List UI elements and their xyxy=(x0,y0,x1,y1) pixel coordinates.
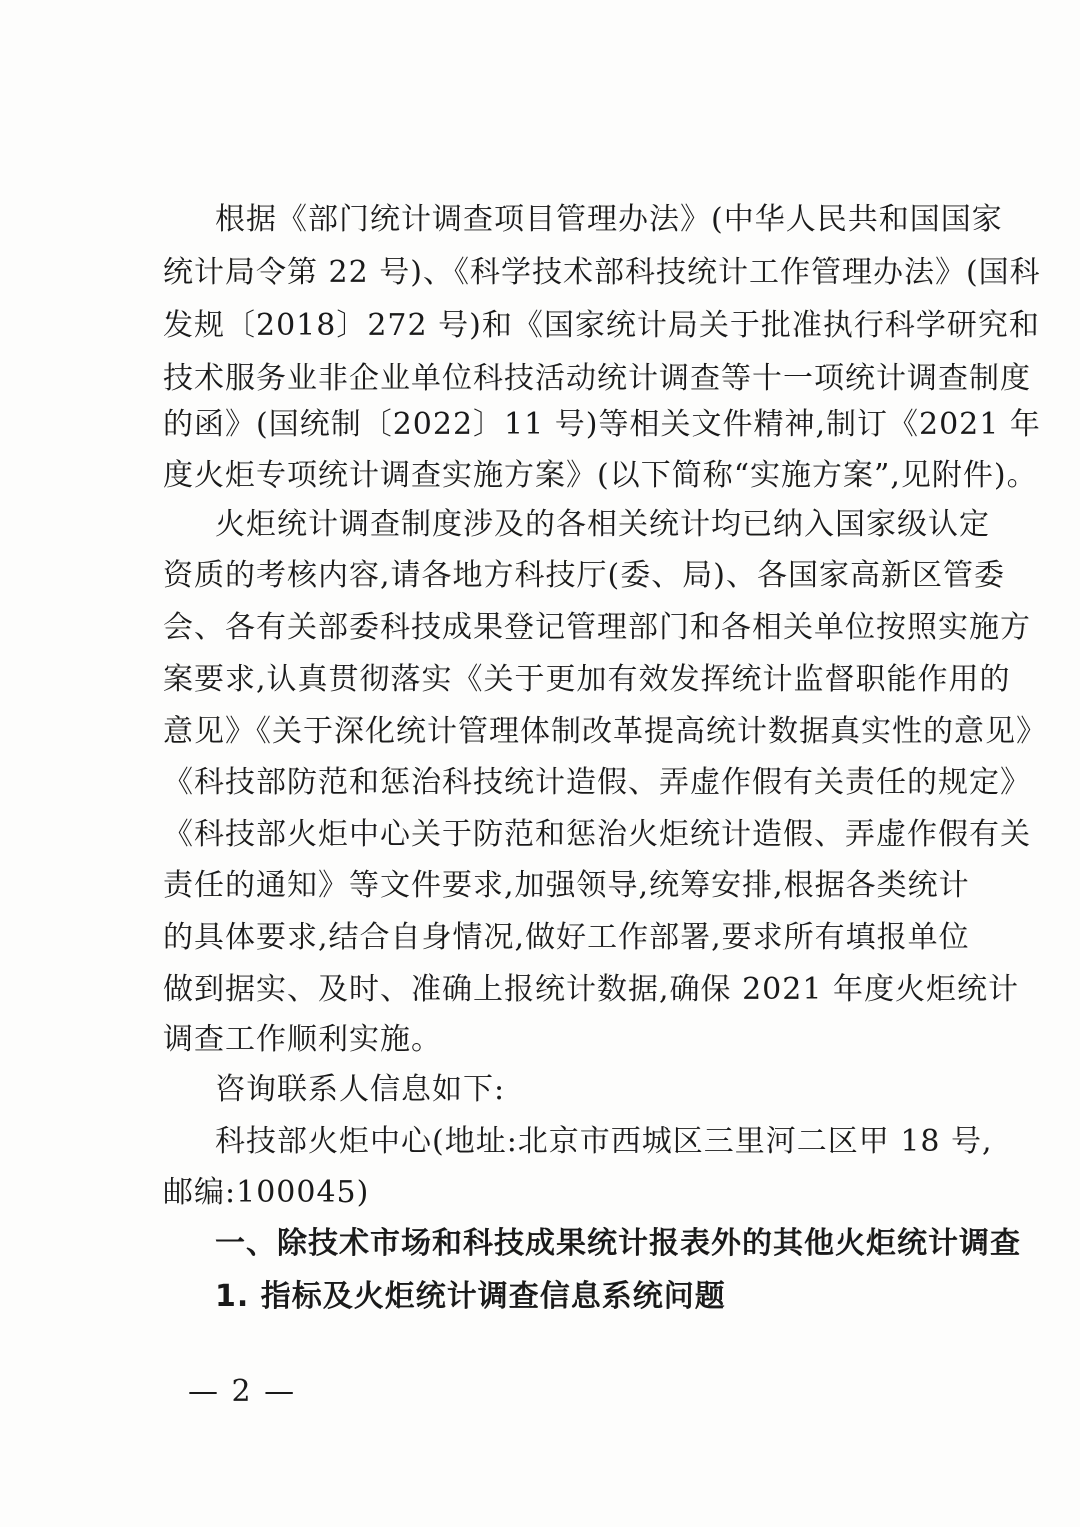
contact-address-line-1: 科技部火炬中心(地址:北京市西城区三里河二区甲 18 号, xyxy=(215,1124,993,1159)
paragraph-2-line-11: 调查工作顺利实施。 xyxy=(163,1022,442,1057)
paragraph-2-line-3: 会、各有关部委科技成果登记管理部门和各相关单位按照实施方 xyxy=(163,610,1031,645)
paragraph-2-line-7: 《科技部火炬中心关于防范和惩治火炬统计造假、弄虚作假有关 xyxy=(163,817,1031,852)
paragraph-2-line-5: 意见》《关于深化统计管理体制改革提高统计数据真实性的意见》 xyxy=(163,714,1047,749)
paragraph-1-line-1: 根据《部门统计调查项目管理办法》(中华人民共和国国家 xyxy=(215,202,1003,237)
paragraph-1-line-3: 发规〔2018〕272 号)和《国家统计局关于批准执行科学研究和 xyxy=(163,308,1040,343)
section-heading: 一、除技术市场和科技成果统计报表外的其他火炬统计调查 xyxy=(215,1226,1021,1261)
paragraph-2-line-10: 做到据实、及时、准确上报统计数据,确保 2021 年度火炬统计 xyxy=(163,972,1019,1007)
paragraph-1-line-5: 的函》(国统制〔2022〕11 号)等相关文件精神,制订《2021 年 xyxy=(163,407,1041,442)
subsection-heading: 1. 指标及火炬统计调查信息系统问题 xyxy=(215,1279,726,1314)
paragraph-2-line-8: 责任的通知》等文件要求,加强领导,统筹安排,根据各类统计 xyxy=(163,868,970,903)
page-number: — 2 — xyxy=(188,1374,297,1409)
paragraph-2-line-6: 《科技部防范和惩治科技统计造假、弄虚作假有关责任的规定》 xyxy=(163,765,1031,800)
paragraph-1-line-4: 技术服务业非企业单位科技活动统计调查等十一项统计调查制度 xyxy=(163,361,1031,396)
paragraph-2-line-2: 资质的考核内容,请各地方科技厅(委、局)、各国家高新区管委 xyxy=(163,558,1005,593)
contact-intro: 咨询联系人信息如下: xyxy=(215,1072,506,1107)
paragraph-2-line-1: 火炬统计调查制度涉及的各相关统计均已纳入国家级认定 xyxy=(215,507,990,542)
paragraph-1-line-2: 统计局令第 22 号)、《科学技术部科技统计工作管理办法》(国科 xyxy=(163,255,1041,290)
paragraph-2-line-4: 案要求,认真贯彻落实《关于更加有效发挥统计监督职能作用的 xyxy=(163,662,1011,697)
paragraph-1-line-6: 度火炬专项统计调查实施方案》(以下简称“实施方案”,见附件)。 xyxy=(163,458,1038,493)
contact-address-line-2: 邮编:100045) xyxy=(163,1175,370,1210)
paragraph-2-line-9: 的具体要求,结合自身情况,做好工作部署,要求所有填报单位 xyxy=(163,920,970,955)
